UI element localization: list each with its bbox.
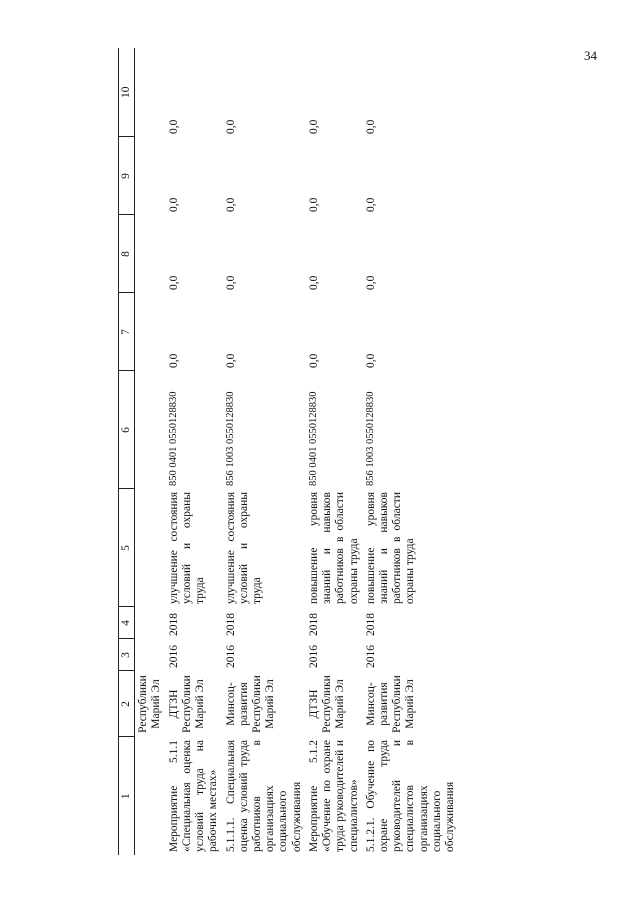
- end-year: 2018: [307, 613, 320, 636]
- program-table: [118, 48, 459, 855]
- header-row: [119, 48, 135, 855]
- budget-code: 856 1003 0550128830: [364, 391, 376, 486]
- executor: ДТЗН Республики Марий Эл: [307, 675, 347, 733]
- col-header-2: 2: [119, 671, 135, 737]
- value-col8: 0,0: [364, 275, 377, 290]
- table-row: [363, 48, 460, 855]
- col-header-8: 8: [119, 215, 135, 293]
- carry-over-row: [135, 48, 166, 855]
- col-header-7: 7: [119, 293, 135, 371]
- value-col9: 0,0: [167, 197, 180, 212]
- value-col10: 0,0: [167, 119, 180, 134]
- expected-result: повышение уровня знаний и навыков работников в области охраны труда: [307, 492, 360, 604]
- col-header-3: 3: [119, 639, 135, 671]
- budget-code: 856 1003 0550128830: [224, 391, 236, 486]
- budget-code: 850 0401 0550128830: [167, 391, 179, 486]
- measure-name: Мероприятие 5.1.2 «Обучение по охране труда руководителей и специалистов»: [307, 740, 360, 852]
- expected-result: повышение уровня знаний и навыков работников в области охраны труда: [364, 492, 417, 604]
- value-col10: 0,0: [307, 119, 320, 134]
- measure-name: 5.1.1.1. Специальная оценка условий труда работников в организациях социального обслуживания: [224, 740, 303, 852]
- col-header-10: 10: [119, 48, 135, 137]
- value-col7: 0,0: [167, 353, 180, 368]
- value-col9: 0,0: [224, 197, 237, 212]
- page-number: 34: [584, 48, 597, 63]
- program-table-rotated: [118, 48, 597, 855]
- value-col8: 0,0: [167, 275, 180, 290]
- value-col10: 0,0: [224, 119, 237, 134]
- executor: Минсоц-развития Республики Марий Эл: [224, 675, 277, 733]
- table-row: [306, 48, 363, 855]
- value-col7: 0,0: [364, 353, 377, 368]
- value-col10: 0,0: [364, 119, 377, 134]
- col-header-9: 9: [119, 137, 135, 215]
- value-col7: 0,0: [307, 353, 320, 368]
- executor: Минсоц-развития Республики Марий Эл: [364, 675, 417, 733]
- start-year: 2016: [364, 645, 377, 668]
- col-header-6: 6: [119, 371, 135, 489]
- table-row: [223, 48, 306, 855]
- col-header-4: 4: [119, 607, 135, 639]
- start-year: 2016: [167, 645, 180, 668]
- end-year: 2018: [167, 613, 180, 636]
- measure-name: Мероприятие 5.1.1 «Специальная оценка условий труда на рабочих местах»: [167, 740, 220, 852]
- table-row: [166, 48, 223, 855]
- executor: ДТЗН Республики Марий Эл: [167, 675, 207, 733]
- expected-result: улучшение состояния условий и охраны труда: [167, 492, 207, 604]
- col-header-1: 1: [119, 737, 135, 855]
- end-year: 2018: [224, 613, 237, 636]
- measure-name: 5.1.2.1. Обучение по охране труда руководителей и специалистов в организациях социального обслуживания: [364, 740, 457, 852]
- col-header-5: 5: [119, 489, 135, 607]
- value-col8: 0,0: [224, 275, 237, 290]
- end-year: 2018: [364, 613, 377, 636]
- expected-result: улучшение состояния условий и охраны труда: [224, 492, 263, 604]
- value-col9: 0,0: [364, 197, 377, 212]
- value-col7: 0,0: [224, 353, 237, 368]
- budget-code: 850 0401 0550128830: [307, 391, 319, 486]
- carry-over-executor: Республики Марий Эл: [137, 675, 163, 733]
- value-col9: 0,0: [307, 197, 320, 212]
- start-year: 2016: [307, 645, 320, 668]
- value-col8: 0,0: [307, 275, 320, 290]
- start-year: 2016: [224, 645, 237, 668]
